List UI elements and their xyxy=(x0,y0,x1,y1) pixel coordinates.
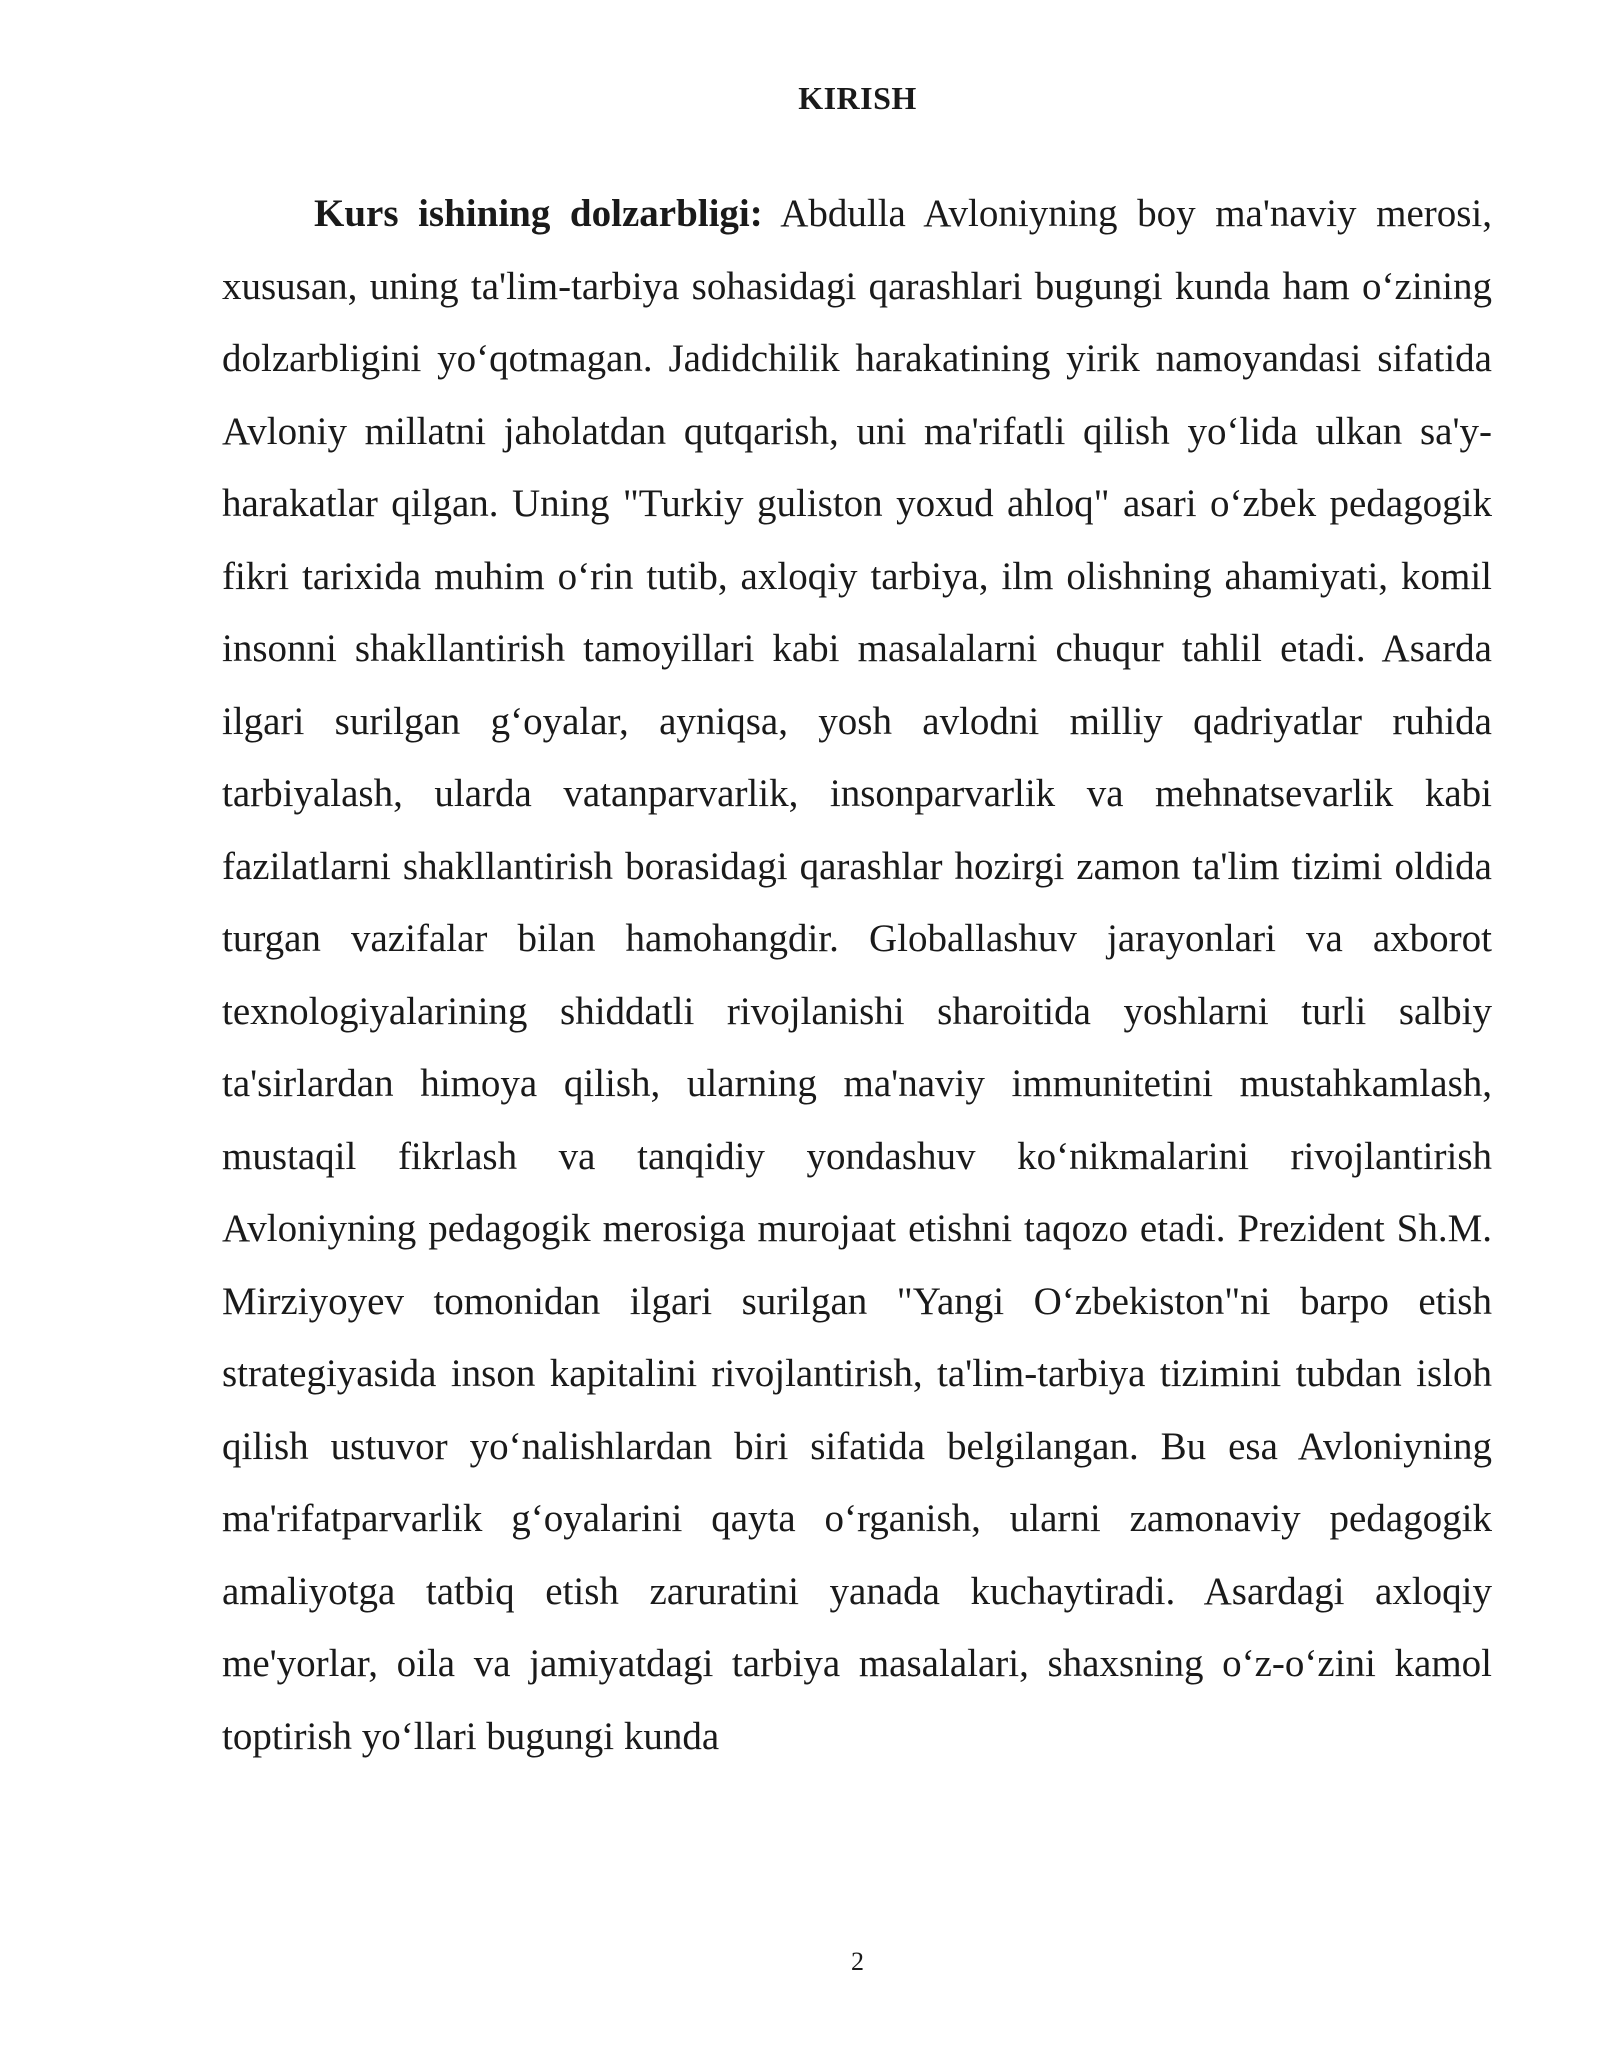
section-heading: KIRISH xyxy=(798,80,917,116)
body-paragraph xyxy=(222,178,1492,1773)
paragraph-lead: Kurs ishining dolzarbligi: xyxy=(314,192,763,235)
page-number: 2 xyxy=(851,1947,864,1976)
paragraph-text: Abdulla Avloniyning boy ma'naviy merosi, xususan, uning ta'lim-tarbiya sohasidagi qarashlari bugungi kunda ham o‘zining dolzarbligini yo‘qotmagan. Jadidchilik harakatining yirik namoyandasi sifatida Avloniy millatni jaholatdan qutqarish, uni ma'rifatli qilish yo‘lida ulkan sa'y-harakatlar qilgan. Uning "Turkiy guliston yoxud ahloq" asari o‘zbek pedagogik fikri tarixida muhim o‘rin tutib, axloqiy tarbiya, ilm olishning ahamiyati, komil insonni shakllantirish tamoyillari kabi masalalarni chuqur tahlil etadi. Asarda ilgari surilgan g‘oyalar, ayniqsa, yosh avlodni milliy qadriyatlar ruhida tarbiyalash, ularda vatanparvarlik, insonparvarlik va mehnatsevarlik kabi fazilatlarni shakllantirish borasidagi qarashlar hozirgi zamon ta'lim tizimi oldida turgan vazifalar bilan hamohangdir. Globallashuv jarayonlari va axborot texnologiyalarining shiddatli rivojlanishi sharoitida yoshlarni turli salbiy ta'sirlardan himoya qilish, ularning ma'naviy immunitetini mustahkamlash, mustaqil fikrlash va tanqidiy yondashuv ko‘nikmalarini rivojlantirish Avloniyning pedagogik merosiga murojaat etishni taqozo etadi. Prezident Sh.M. Mirziyoyev tomonidan ilgari surilgan "Yangi O‘zbekiston"ni barpo etish strategiyasida inson kapitalini rivojlantirish, ta'lim-tarbiya tizimini tubdan isloh qilish ustuvor yo‘nalishlardan biri sifatida belgilangan. Bu esa Avloniyning ma'rifatparvarlik g‘oyalarini qayta o‘rganish, ularni zamonaviy pedagogik amaliyotga tatbiq etish zaruratini yanada kuchaytiradi. Asardagi axloqiy me'yorlar, oila va jamiyatdagi tarbiya masalalari, shaxsning o‘z-o‘zini kamol toptirish yo‘llari bugungi kunda xyxy=(222,192,1492,1758)
